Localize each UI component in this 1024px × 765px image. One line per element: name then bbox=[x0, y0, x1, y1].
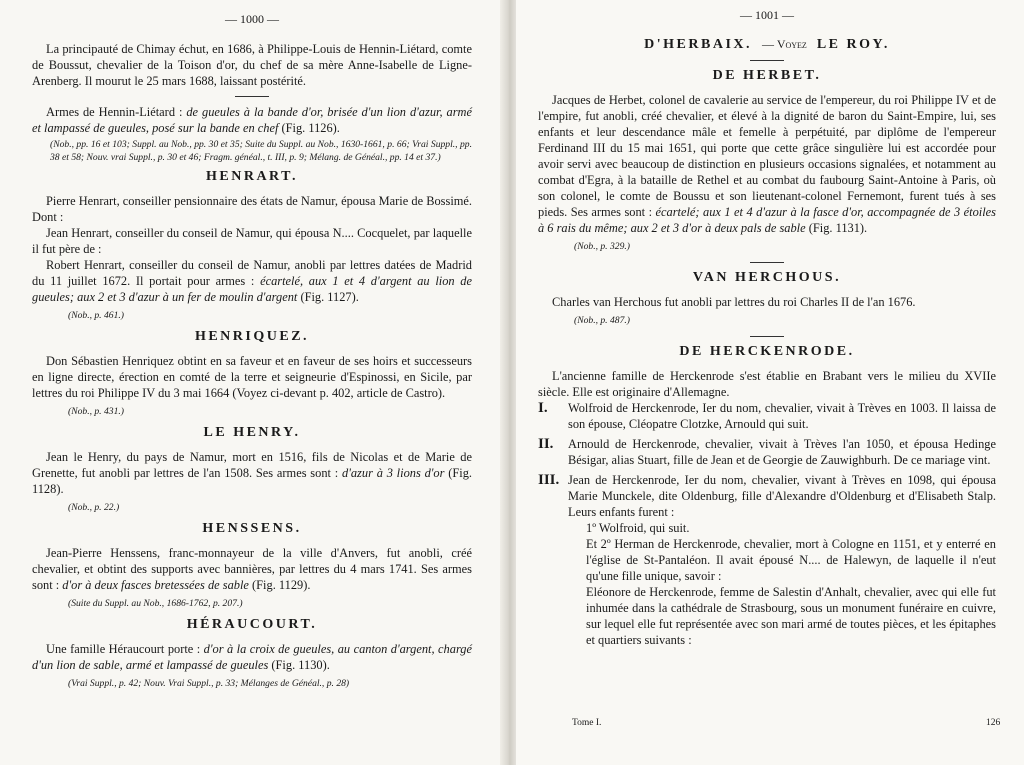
entry-text: Arnould de Herckenrode, chevalier, vivait à Trèves l'an 1050, et épousa Hedinge Bésigar, alias Stuart, fille de Jean et de Georgie de Zauwighburh. De ce mariage vint. bbox=[568, 437, 996, 467]
heraucourt-reference: (Vrai Suppl., p. 42; Nouv. Vrai Suppl., p. 33; Mélanges de Généal., p. 28) bbox=[68, 678, 350, 689]
page-number-left: — 1000 — bbox=[225, 12, 279, 26]
eleonore-text: Eléonore de Herckenrode, femme de Salestin d'Anhalt, chevalier, avec qui elle fut inhumée dans la cathédrale de Strasbourg, sous un monument funéraire en cuivre, sur lequel elle fut représentée avec son mari armé de toutes pièces, et les épitaphes et quartiers suivants : bbox=[586, 585, 996, 647]
heading-henriquez: HENRIQUEZ. bbox=[194, 329, 310, 344]
henssens-reference: (Suite du Suppl. au Nob., 1686-1762, p. 207.) bbox=[68, 598, 243, 609]
section-rule bbox=[750, 336, 784, 337]
entry-numeral: III. bbox=[538, 472, 560, 488]
heading-dherbaix bbox=[538, 37, 996, 53]
section-rule bbox=[750, 60, 784, 61]
herckenrode-intro: L'ancienne famille de Herckenrode s'est établie en Brabant vers le milieu du XVIIe siècle. Elle est originaire d'Allemagne. bbox=[538, 369, 996, 399]
henrart-p3: Robert Henrart, conseiller du conseil de Namur, anobli par lettres datées de Madrid du 11 juillet 1672. Il portait pour armes : écartelé, aux 1 et 4 d'argent au lion de gueules; aux 2 et 3 d'azur à un fer de moulin d'argent (Fig. 1127). bbox=[32, 258, 473, 304]
entry-text: Wolfroid de Herckenrode, Ier du nom, chevalier, vivait à Trèves en 1003. Il laissa de son épouse, Cléopatre Clotzke, Arnould qui suit. bbox=[568, 401, 996, 431]
heading-heraucourt: HÉRAUCOURT. bbox=[186, 617, 318, 632]
heading-henrart: HENRART. bbox=[206, 169, 298, 184]
page-number-right: — 1001 — bbox=[740, 8, 794, 22]
section-rule bbox=[235, 96, 269, 97]
le-henry-reference: (Nob., p. 22.) bbox=[68, 502, 120, 513]
heading-herckenrode: DE HERCKENRODE. bbox=[679, 344, 855, 359]
left-page bbox=[0, 0, 504, 765]
entry-numeral: I. bbox=[538, 400, 548, 416]
dherbaix-name: D'HERBAIX. bbox=[644, 37, 753, 52]
right-page bbox=[516, 0, 1024, 765]
entry-numeral: II. bbox=[538, 436, 554, 452]
henrart-reference: (Nob., p. 461.) bbox=[68, 310, 124, 321]
entry-text: Jean de Herckenrode, Ier du nom, chevalier, vivant à Trèves en 1098, qui épousa Marie Munckele, dite Oldenburg, fille d'Alexandre d'Oldenburg et d'Elisabeth Stalp. Leurs enfants furent : bbox=[568, 473, 996, 519]
heading-van-herchous: VAN HERCHOUS. bbox=[692, 270, 842, 285]
chimay-reference: (Nob., pp. 16 et 103; Suppl. au Nob., pp. 30 et 35; Suite du Suppl. au Nob., 1630-1661, p. 66; Vrai Suppl., pp. 38 et 58; Nouv. vrai Suppl., p. 30 et 46; Fragm. généal., t. III, p. 9; Mélang. de Généal., pp. 14 et 37.) bbox=[50, 139, 472, 163]
van-herchous-text: Charles van Herchous fut anobli par lettres du roi Charles II de l'an 1676. bbox=[552, 295, 916, 309]
genealogy-entry bbox=[538, 436, 996, 468]
henriquez-reference: (Nob., p. 431.) bbox=[68, 406, 124, 417]
henrart-p2: Jean Henrart, conseiller du conseil de Namur, qui épousa N.... Cocquelet, par laquelle il fut père de : bbox=[32, 226, 472, 256]
henrart-p1: Pierre Henrart, conseiller pensionnaire des états de Namur, épousa Marie de Bossimé. Dont : bbox=[32, 194, 472, 224]
herbet-text: Jacques de Herbet, colonel de cavalerie au service de l'empereur, du roi Philippe IV et de l'empire, fut anobli, créé chevalier, et élevé à la dignité de baron du Saint-Empire, lui, ses enfants et leur descendance mâle et femelle à perpétuité, par diplôme de l'empereur Ferdinand III du 15 mai 1651, qui porte que cette grâce singulière lui est accordée pour avoir servi avec beaucoup de distinction en plusieurs occasions signalées, et notamment au combat d'Egra, à la bataille de Rethel et au combat du faubourg Saint-Antoine à Paris, où son colonel, le comte de Boussu et son lieutenant-colonel Fernemont, furent tués à ses pieds. Ses armes sont : écartelé; aux 1 et 4 d'azur à la fasce d'or, accompagnée de 3 étoiles à 6 rais du même; aux 2 et 3 d'or à deux pals de sable (Fig. 1131). bbox=[538, 93, 996, 235]
section-rule bbox=[750, 262, 784, 263]
dherbaix-see: — Voyez bbox=[762, 37, 807, 51]
footer-volume: Tome I. bbox=[572, 718, 602, 728]
herbet-reference: (Nob., p. 329.) bbox=[574, 241, 630, 252]
heading-herbet: DE HERBET. bbox=[712, 68, 822, 83]
heading-le-henry: LE HENRY. bbox=[203, 425, 301, 440]
footer-signature: 126 bbox=[986, 718, 1001, 728]
child-2: Et 2º Herman de Herckenrode, chevalier, mort à Cologne en 1151, et y enterré en l'église de St-Pantaléon. Il avait épousé N.... de Halewyn, de laquelle il n'eut qu'une fille unique, savoir : bbox=[586, 537, 996, 583]
henriquez-text: Don Sébastien Henriquez obtint en sa faveur et en faveur de ses hoirs et successeurs en ligne directe, érection en comté de la terre et seigneurie d'Espinossi, en Sicile, par lettres du roi Philippe IV du 3 mai 1664 (Voyez ci-devant p. 402, article de Castro). bbox=[32, 354, 472, 400]
heraucourt-text: Une famille Héraucourt porte : d'or à la croix de gueules, au canton d'argent, chargé d'un lion de sable, armé et lampassé de gueules (Fig. 1130). bbox=[32, 642, 472, 672]
henssens-text: Jean-Pierre Henssens, franc-monnayeur de la ville d'Anvers, fut anobli, créé chevalier, et obtint des supports avec bannières, par lettres du 4 mars 1741. Ses armes sont : d'or à deux fasces bretessées de sable (Fig. 1129). bbox=[32, 546, 472, 592]
child-1: 1º Wolfroid, qui suit. bbox=[586, 521, 690, 535]
chimay-paragraph: La principauté de Chimay échut, en 1686, à Philippe-Louis de Hennin-Liétard, comte de Boussut, chevalier de la Toison d'or, du chef de sa mère Anne-Isabelle de Ligne-Arenberg. Il mourut le 25 mars 1688, laissant postérité. bbox=[32, 42, 472, 88]
chimay-arms: Armes de Hennin-Liétard : de gueules à la bande d'or, brisée d'un lion d'azur, armé et lampassé de gueules, posé sur la bande en chef (Fig. 1126). bbox=[32, 105, 472, 135]
van-herchous-reference: (Nob., p. 487.) bbox=[574, 315, 630, 326]
dherbaix-target: LE ROY. bbox=[816, 37, 890, 52]
heading-henssens: HENSSENS. bbox=[202, 521, 302, 536]
genealogy-entry bbox=[538, 400, 996, 432]
genealogy-entry bbox=[538, 472, 996, 648]
le-henry-text: Jean le Henry, du pays de Namur, mort en 1516, fils de Nicolas et de Marie de Grenette, fut anobli par lettres de l'an 1508. Ses armes sont : d'azur à 3 lions d'or (Fig. 1128). bbox=[32, 450, 473, 496]
